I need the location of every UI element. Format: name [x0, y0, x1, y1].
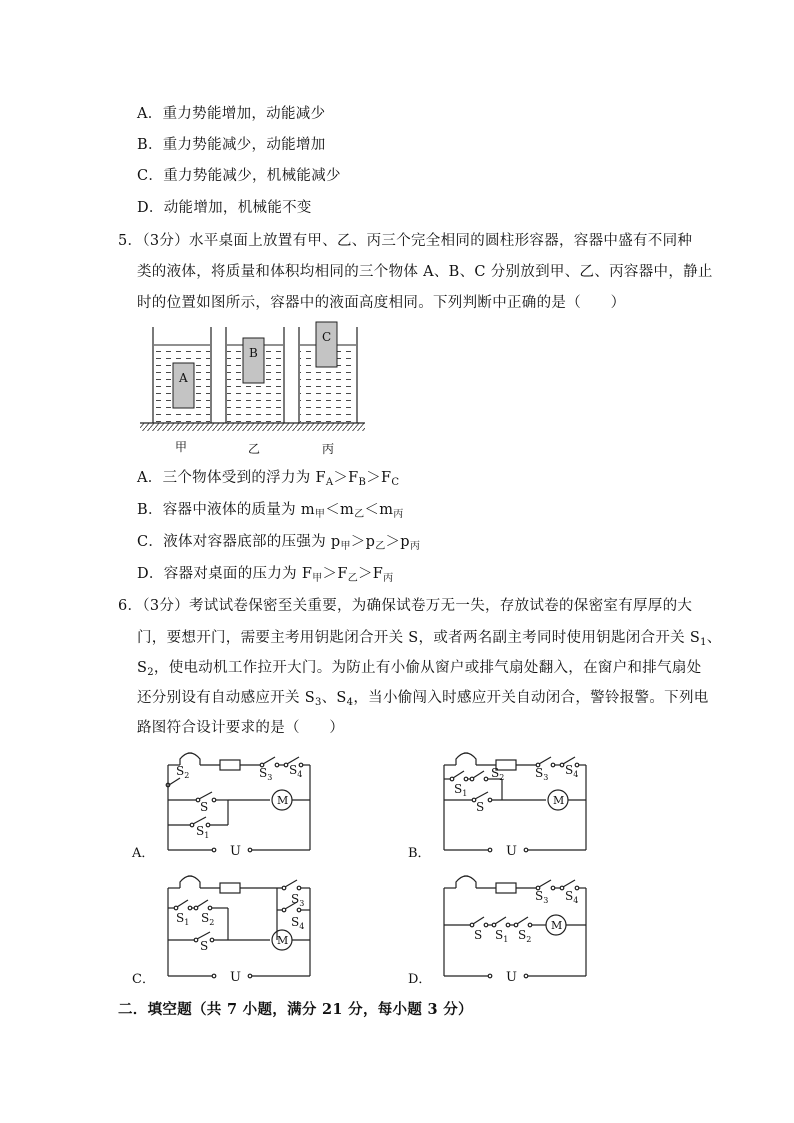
resistor-icon — [220, 760, 240, 770]
circuit-c-option-label: C． — [132, 972, 155, 987]
circuit-d-source-label: U — [506, 970, 517, 985]
q5-option-a: A．三个物体受到的浮力为 $F_A>F_B>F_C$ — [137, 470, 400, 488]
q6-stem-line1: 6．（3分）考试试卷保密至关重要，为确保试卷万无一失，存放试卷的保密室有厚厚的大 — [118, 598, 693, 614]
circuit-d — [408, 870, 608, 985]
bell-icon — [456, 876, 476, 888]
circuit-a-s4-label: $S_4$ — [289, 763, 303, 779]
q6-stem-line5: 路图符合设计要求的是（ ） — [137, 720, 345, 736]
circuit-b-s1-label: $S_1$ — [454, 782, 468, 798]
circuit-c-s1-label: $S_1$ — [176, 911, 190, 927]
q5-stem-line3: 时的位置如图所示，容器中的液面高度相同。下列判断中正确的是（ ） — [137, 295, 626, 311]
bell-icon — [180, 876, 200, 888]
circuit-a-s3-label: $S_3$ — [259, 766, 273, 782]
q6-stem-line3: $S_2$，使电动机工作拉开大门。为防止有小偷从窗户或排气扇处翻入，在窗户和排气扇处 — [137, 660, 702, 678]
circuit-a-motor-label: M — [277, 794, 289, 807]
circuit-a — [132, 745, 332, 860]
circuit-c-s2-label: $S_2$ — [201, 911, 215, 927]
object-c-label: C — [322, 330, 332, 344]
circuit-a-s-label: S — [200, 800, 209, 814]
resistor-icon — [220, 883, 240, 893]
circuit-d-option-label: D． — [408, 972, 432, 987]
circuit-c-source-label: U — [230, 970, 241, 985]
q5-option-c: C．液体对容器底部的压强为 $p_甲>p_乙>p_丙$ — [137, 534, 421, 552]
circuit-c-motor-label: M — [277, 934, 289, 947]
circuit-b-option-label: B． — [408, 846, 431, 861]
resistor-icon — [496, 883, 516, 893]
q4-option-b: B．重力势能减少，动能增加 — [137, 137, 326, 153]
circuit-b — [408, 745, 608, 860]
circuit-a-option-label: A． — [132, 846, 155, 861]
q5-stem-line2: 类的液体，将质量和体积均相同的三个物体 A、B、C 分别放到甲、乙、丙容器中，静止 — [137, 264, 713, 280]
q4-option-d: D．动能增加，机械能不变 — [137, 200, 312, 216]
object-a — [173, 363, 194, 408]
circuit-d-s-label: S — [474, 928, 483, 942]
q5-option-d: D．容器对桌面的压力为 $F_甲>F_乙>F_丙$ — [137, 566, 394, 584]
container-label-jia: 甲 — [175, 440, 188, 454]
container-label-bing: 丙 — [322, 442, 335, 456]
circuit-d-s3-label: $S_3$ — [535, 889, 549, 905]
circuit-c-s3-label: $S_3$ — [291, 892, 305, 908]
circuit-d-motor-label: M — [551, 919, 563, 932]
circuit-a-source-label: U — [230, 844, 241, 859]
q5-stem-line1: 5．（3分）水平桌面上放置有甲、乙、丙三个完全相同的圆柱形容器，容器中盛有不同种 — [118, 233, 693, 249]
circuit-d-s4-label: $S_4$ — [565, 889, 579, 905]
circuit-b-source-label: U — [506, 844, 517, 859]
circuit-b-s4-label: $S_4$ — [565, 763, 579, 779]
circuit-d-s1-label: $S_1$ — [495, 928, 509, 944]
circuit-b-motor-label: M — [553, 794, 565, 807]
q5-container-figure — [135, 320, 375, 460]
container-label-yi: 乙 — [248, 442, 261, 456]
q5-option-b: B．容器中液体的质量为 $m_甲<m_乙<m_丙$ — [137, 502, 404, 520]
object-c — [316, 322, 337, 367]
q4-option-c: C．重力势能减少，机械能减少 — [137, 168, 341, 184]
object-b — [243, 338, 264, 383]
circuit-a-s2-label: $S_2$ — [176, 764, 190, 780]
circuit-b-s3-label: $S_3$ — [535, 766, 549, 782]
circuit-b-s2-label: $S_2$ — [491, 766, 505, 782]
circuit-c — [132, 870, 332, 985]
circuit-b-s-label: S — [476, 800, 485, 814]
circuit-a-s1-label: $S_1$ — [196, 824, 210, 840]
object-b-label: B — [249, 346, 258, 360]
section-2-heading: 二．填空题（共 7 小题，满分 21 分，每小题 3 分） — [118, 1001, 473, 1018]
q6-stem-line4: 还分别设有自动感应开关 $S_3$、$S_4$，当小偷闯入时感应开关自动闭合，警铃报警。下列电 — [137, 690, 709, 708]
circuit-d-s2-label: $S_2$ — [518, 928, 532, 944]
bell-icon — [456, 753, 476, 765]
q6-stem-line2: 门，要想开门，需要主考用钥匙闭合开关 S，或者两名副主考同时使用钥匙闭合开关 $S_1$、 — [137, 630, 722, 648]
q4-option-a: A．重力势能增加，动能减少 — [137, 106, 326, 122]
circuit-c-s4-label: $S_4$ — [291, 915, 305, 931]
circuit-c-s-label: S — [200, 939, 209, 953]
object-a-label: A — [179, 371, 188, 385]
